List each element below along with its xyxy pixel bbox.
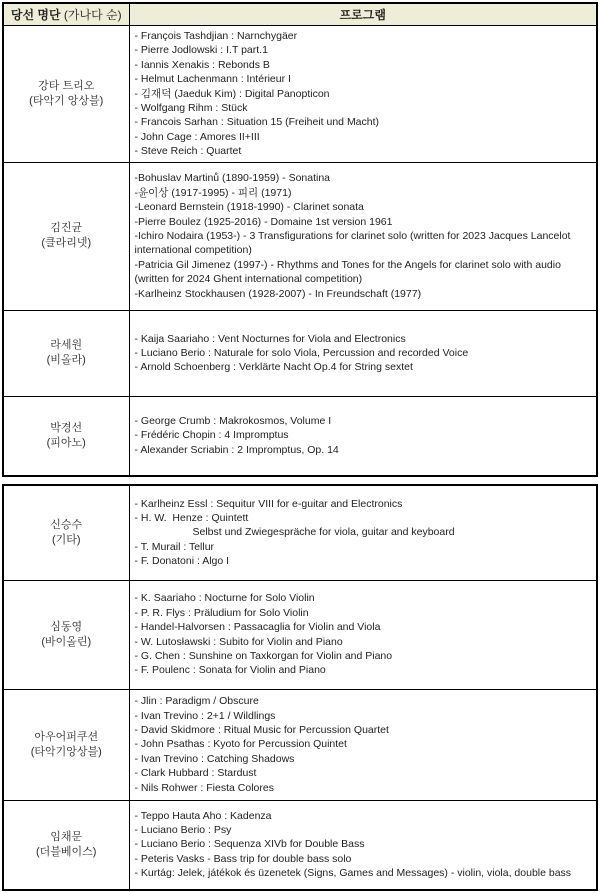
program-item: - Steve Reich : Quartet	[134, 145, 242, 158]
program-item: - Frédéric Chopin : 4 Impromptus	[134, 429, 289, 442]
winner-name-cell	[3, 800, 129, 890]
header-winners-note: (가나다 순)	[60, 8, 122, 22]
program-item: - Pierre Jodlowski : I.T part.1	[134, 44, 268, 57]
program-cell	[129, 800, 597, 890]
program-item: - David Skidmore : Ritual Music for Percussion Quartet	[134, 724, 389, 737]
winner-name-cell	[3, 485, 129, 581]
winner-name: 임채문	[50, 830, 83, 843]
program-item: - Jlin : Paradigm / Obscure	[134, 695, 259, 708]
program-cell	[129, 162, 597, 310]
program-item: - T. Murail : Tellur	[134, 540, 215, 553]
program-cell	[129, 485, 597, 581]
program-item: - K. Saariaho : Nocturne for Solo Violin	[134, 592, 315, 605]
winners-table-lower	[2, 484, 598, 891]
program-item: - Iannis Xenakis : Rebonds B	[134, 58, 270, 71]
winner-name: 강타 트리오	[38, 79, 95, 92]
header-program-cell: 프로그램	[129, 3, 597, 26]
winner-name-cell	[3, 162, 129, 310]
table-row	[3, 26, 597, 163]
program-item: - Luciano Berio : Psy	[134, 824, 232, 837]
table-row	[3, 689, 597, 800]
program-item: - Ivan Trevino : Catching Shadows	[134, 752, 295, 765]
winner-instrument: (피아노)	[46, 436, 86, 449]
program-item: -Karlheinz Stockhausen (1928-2007) - In Freundschaft (1977)	[134, 287, 422, 300]
program-item: -Bohuslav Martinů (1890-1959) - Sonatina	[134, 172, 331, 185]
program-item: -Pierre Boulez (1925-2016) - Domaine 1st version 1961	[134, 215, 393, 228]
program-item: - Teppo Hauta Aho : Kadenza	[134, 809, 272, 822]
winners-table-upper	[2, 2, 598, 477]
program-item: -Patricia Gil Jimenez (1997-) - Rhythms and Tones for the Angels for clarinet solo with audio (written for 2024 Ghent international competition)	[134, 258, 564, 286]
program-item: - Nils Rohwer : Fiesta Colores	[134, 781, 274, 794]
program-item: - P. R. Flys : Präludium for Solo Violin	[134, 606, 309, 619]
program-item: - Helmut Lachenmann : Intérieur I	[134, 73, 291, 86]
winners-table-lower-body	[3, 485, 597, 890]
program-item: - F. Poulenc : Sonata for Violin and Piano	[134, 664, 326, 677]
program-item: - Wolfgang Rihm : Stück	[134, 102, 248, 115]
table-row	[3, 580, 597, 689]
program-item: - Luciano Berio : Naturale for solo Viola, Percussion and recorded Voice	[134, 346, 469, 359]
program-item: -Ichiro Nodaira (1953-) - 3 Transfigurations for clarinet solo (written for 2023 Jacques Lancelot international competition)	[134, 229, 574, 257]
program-item: - Alexander Scriabin : 2 Impromptus, Op. 14	[134, 443, 339, 456]
table-row	[3, 162, 597, 310]
program-item: - H. W. Henze : Quintett	[134, 512, 249, 525]
winner-name: 심동영	[50, 620, 83, 633]
winner-name: 신승수	[50, 518, 83, 531]
program-item: - John Cage : Amores II+III	[134, 130, 260, 143]
program-item: - W. Lutosławski : Subito for Violin and Piano	[134, 635, 343, 648]
program-cell	[129, 689, 597, 800]
winner-instrument: (타악기 앙상블)	[29, 94, 104, 107]
program-cell	[129, 396, 597, 476]
table-row	[3, 485, 597, 581]
winner-name: 박경선	[50, 421, 83, 434]
program-item: - Handel-Halvorsen : Passacaglia for Violin and Viola	[134, 621, 381, 634]
winner-instrument: (클라리넷)	[41, 237, 92, 250]
program-item: - Arnold Schoenberg : Verklärte Nacht Op.4 for String sextet	[134, 361, 413, 374]
program-item: -Leonard Bernstein (1918-1990) - Clarinet sonata	[134, 201, 364, 214]
table-header-row	[3, 3, 597, 26]
program-item: - Francois Sarhan : Situation 15 (Freiheit und Macht)	[134, 116, 380, 129]
program-cell	[129, 26, 597, 163]
table-row	[3, 310, 597, 396]
winner-name: 라세원	[50, 339, 83, 352]
program-cell	[129, 580, 597, 689]
table-row	[3, 396, 597, 476]
program-item: - 김재덕 (Jaeduk Kim) : Digital Panopticon	[134, 87, 330, 100]
program-item: - F. Donatoni : Algo I	[134, 555, 230, 568]
winners-table-upper-body	[3, 26, 597, 476]
program-item: -윤이상 (1917-1995) - 피리 (1971)	[134, 186, 292, 199]
program-item: - Kurtág: Jelek, játékok és üzenetek (Signs, Games and Messages) - violin, viola, double bass	[134, 867, 572, 880]
program-item: - Luciano Berio : Sequenza XIVb for Double Bass	[134, 838, 365, 851]
winner-name-cell	[3, 689, 129, 800]
winner-name-cell	[3, 310, 129, 396]
winner-name-cell	[3, 396, 129, 476]
program-item: - G. Chen : Sunshine on Taxkorgan for Violin and Piano	[134, 650, 393, 663]
winner-name: 김진균	[50, 222, 83, 235]
program-item: - John Psathas : Kyoto for Percussion Quintet	[134, 738, 347, 751]
program-item: - Peteris Vasks - Bass trip for double bass solo	[134, 852, 352, 865]
program-cell	[129, 310, 597, 396]
winner-instrument: (바이올린)	[41, 635, 92, 648]
winner-instrument: (비올라)	[46, 354, 86, 367]
program-item: - Clark Hubbard : Stardust	[134, 767, 257, 780]
program-item: - George Crumb : Makrokosmos, Volume I	[134, 415, 332, 428]
winner-name-cell	[3, 580, 129, 689]
winner-name: 아우어퍼쿠션	[34, 730, 99, 743]
winner-instrument: (타악기앙상블)	[30, 745, 102, 758]
header-winners-cell	[3, 3, 129, 26]
table-row	[3, 800, 597, 890]
program-item: - Kaija Saariaho : Vent Nocturnes for Viola and Electronics	[134, 332, 406, 345]
header-winners-label: 당선 명단	[10, 8, 61, 22]
program-item: - Ivan Trevino : 2+1 / Wildlings	[134, 709, 276, 722]
winner-instrument: (더블베이스)	[36, 845, 97, 858]
program-item: - Karlheinz Essl : Sequitur VIII for e-guitar and Electronics	[134, 497, 403, 510]
program-item: Selbst und Zwiegespräche for viola, guitar and keyboard	[192, 526, 455, 539]
winner-name-cell	[3, 26, 129, 163]
winner-instrument: (기타)	[51, 533, 81, 546]
program-item: - François Tashdjian : Narnchygäer	[134, 30, 298, 42]
